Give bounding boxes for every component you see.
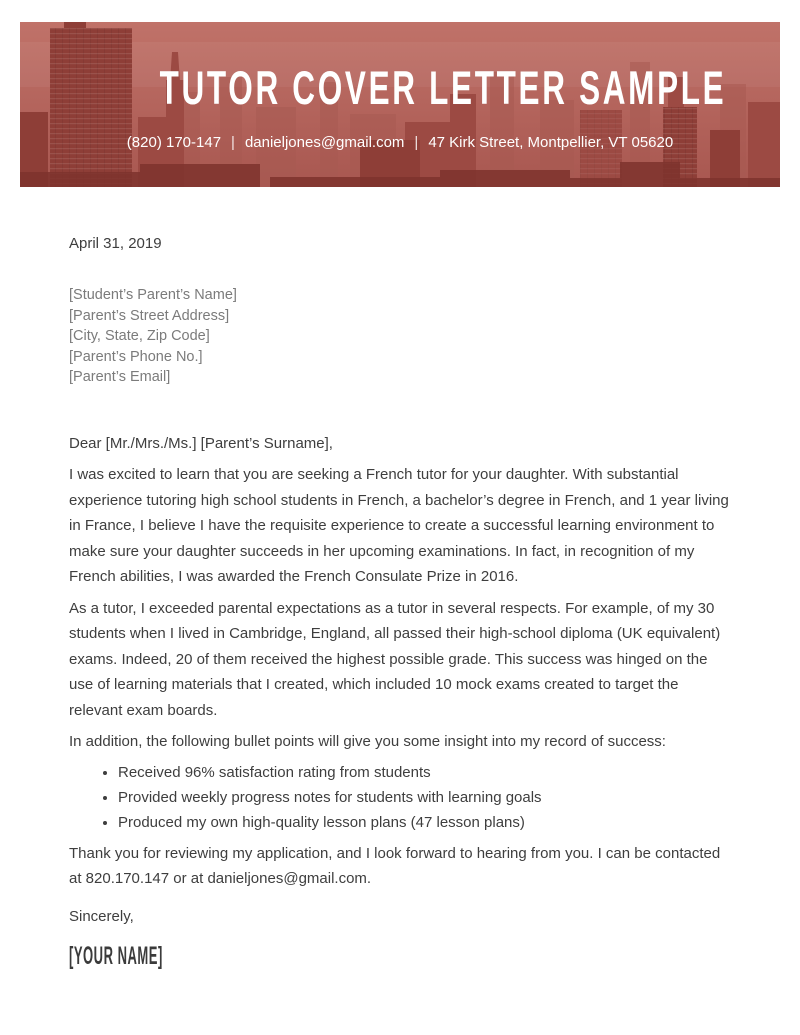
recipient-line: [City, State, Zip Code] xyxy=(69,328,210,344)
bullet-item: • Received 96% satisfaction rating from students xyxy=(118,760,731,785)
recipient-line: [Parent’s Street Address] xyxy=(69,307,230,324)
signature-name xyxy=(69,941,731,975)
bullet-item: • Provided weekly progress notes for students with learning goals xyxy=(118,785,731,810)
header-banner xyxy=(20,22,780,187)
body-paragraph: I was excited to learn that you are seeking a French tutor for your daughter. With substantial experience tutoring high school students in French, a bachelor’s degree in French, and 1 year living in France, I believe I have the requisite experience to create a successful learning environment to make sure your daughter succeeds in her upcoming examinations. In fact, in recognition of my French abilities, I was awarded the French Consulate Prize in 2016. xyxy=(69,466,729,585)
closing-paragraph: Thank you for reviewing my application, and I look forward to hearing from you. I can be contacted at 820.170.147 or at danieljones@gmail.com. xyxy=(69,844,721,887)
signature-text: [YOUR NAME] xyxy=(69,942,163,970)
achievements-list xyxy=(69,760,731,835)
contact-phone: (820) 170-147 xyxy=(126,134,222,151)
body-paragraph: In addition, the following bullet points will give you some insight into my record of success: xyxy=(69,733,666,750)
sign-off: Sincerely, xyxy=(69,907,134,925)
letter-body xyxy=(69,187,731,975)
recipient-line: [Student’s Parent’s Name] xyxy=(69,287,237,303)
letter-date: April 31, 2019 xyxy=(69,235,162,252)
salutation: Dear [Mr./Mrs./Ms.] [Parent’s Surname], xyxy=(69,434,333,452)
separator: | xyxy=(414,134,419,151)
bullet-item: • Produced my own high-quality lesson plans (47 lesson plans) xyxy=(118,810,731,835)
recipient-line: [Parent’s Phone No.] xyxy=(69,348,203,365)
contact-address: 47 Kirk Street, Montpellier, VT 05620 xyxy=(428,134,674,151)
recipient-block xyxy=(69,285,731,388)
contact-bar xyxy=(20,133,780,153)
contact-email: danieljones@gmail.com xyxy=(244,134,405,151)
recipient-line: [Parent’s Email] xyxy=(69,369,171,385)
separator: | xyxy=(231,134,235,151)
page-title xyxy=(20,63,780,125)
page-title-text: TUTOR COVER LETTER SAMPLE xyxy=(159,61,727,114)
body-paragraph: As a tutor, I exceeded parental expectations as a tutor in several respects. For example, of my 30 students when I lived in Cambridge, England, all passed their high-school diploma (UK equivalent) exams. Indeed, 20 of them received the highest possible grade. This success was hinged on the use of learning materials that I created, which included 10 mock exams created to target the relevant exam boards. xyxy=(69,599,721,719)
